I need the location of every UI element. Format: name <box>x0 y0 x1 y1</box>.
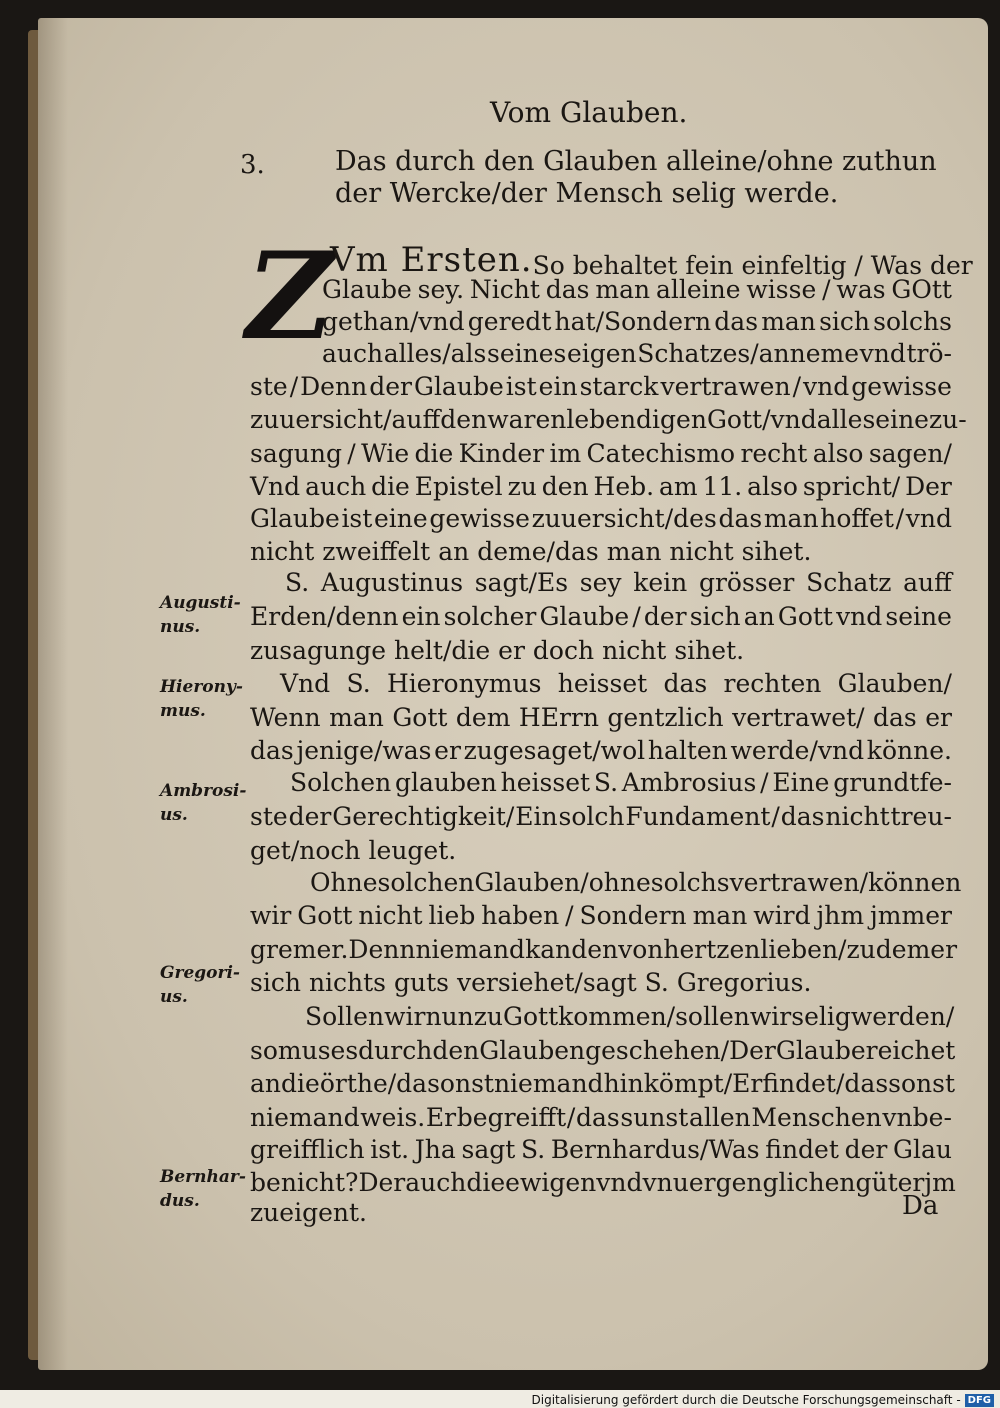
section-heading-line-2: der Wercke/der Mensch selig werde. <box>335 178 839 209</box>
text-line: Glaube ist eine gewisse zuuersicht/des das man hoffet / vnd <box>250 504 952 533</box>
marginal-note-continuation: nus. <box>160 617 201 637</box>
text-line: an die örthe/da sonst niemand hin kömpt/Er findet/ das sonst <box>250 1069 956 1098</box>
text-line: nicht zweiffelt an deme/das man nicht sihet. <box>250 537 812 566</box>
marginal-note: Gregori- <box>160 963 240 983</box>
text-line: auch alles/als seines eigen Schatzes/anneme vnd trö- <box>322 339 952 368</box>
catchword: Da <box>902 1191 939 1221</box>
footer-credit: Digitalisierung gefördert durch die Deutsche Forschungsgemeinschaft - <box>531 1393 961 1407</box>
section-heading-line-1: Das durch den Glauben alleine/ohne zuthun <box>335 146 937 177</box>
text-line: Vnd auch die Epistel zu den Heb. am 11. also spricht/ Der <box>250 472 952 501</box>
marginal-note-continuation: dus. <box>160 1191 200 1211</box>
text-line: Wenn man Gott dem HErrn gentzlich vertrawet/ das er <box>250 703 952 732</box>
text-line: Vnd S. Hieronymus heisset das rechten Glauben/ <box>280 669 952 698</box>
marginal-note: Augusti- <box>160 593 241 613</box>
text-line: sich nichts guts versiehet/sagt S. Gregorius. <box>250 968 812 997</box>
text-line: S. Augustinus sagt/Es sey kein grösser Schatz auff <box>285 568 952 597</box>
text-line: sagung / Wie die Kinder im Catechismo recht also sagen/ <box>250 439 952 468</box>
marginal-note: Ambrosi- <box>160 781 247 801</box>
text-line: gethan/vnd geredt hat/Sondern das man sich solchs <box>322 307 952 336</box>
text-line: Glaube sey. Nicht das man alleine wisse / was GOtt <box>322 275 952 304</box>
text-line: Ohne solchen Glauben / ohne solchs vertrawen/ können <box>310 868 962 897</box>
text-line: Erden/denn ein solcher Glaube / der sich an Gott vnd seine <box>250 602 952 631</box>
text-line: zuuersicht/auff den waren lebendigen Gott / vnd alle seine zu- <box>250 405 967 434</box>
text-line: gremer. Denn niemand kan den von hertzen lieben/ zu dem er <box>250 935 958 964</box>
first-line-rest: So behaltet fein einfeltig / Was der <box>532 251 973 280</box>
text-line: Sollen wir nun zu Gott kommen/ sollen wir selig werden/ <box>305 1002 955 1031</box>
footer <box>532 1393 995 1407</box>
marginal-note: Hierony- <box>160 677 243 697</box>
section-number: 3. <box>240 150 265 180</box>
marginal-note-continuation: us. <box>160 805 188 825</box>
text-line: wir Gott nicht lieb haben / Sondern man wird jhm jmmer <box>250 901 952 930</box>
dfg-logo: DFG <box>965 1394 994 1407</box>
text-line: so mus es durch den Glauben geschehen / Der Glaube reichet <box>250 1036 956 1065</box>
text-line: ste / Denn der Glaube ist ein starck vertrawen / vnd gewisse <box>250 372 952 401</box>
text-line: be nicht? Der auch die ewigen vnd vnuergenglichen güter jm <box>250 1168 956 1197</box>
first-line-opening: Vm Ersten. <box>330 240 533 280</box>
text-line: Solchen glauben heisset S. Ambrosius / Eine grundtfe- <box>290 768 952 797</box>
text-line: niemand weis. Er begreifft / das sunst allen Menschen vnbe- <box>250 1103 952 1132</box>
text-line: das jenige/was er zugesaget/wol halten werde/vnd könne. <box>250 736 952 765</box>
decorated-initial: Z <box>246 226 334 367</box>
text-line: greifflich ist. Jha sagt S. Bernhardus/Was findet der Glau <box>250 1135 952 1164</box>
marginal-note: Bernhar- <box>160 1167 246 1187</box>
marginal-note-continuation: us. <box>160 987 188 1007</box>
text-line: get/noch leuget. <box>250 836 457 865</box>
marginal-note-continuation: mus. <box>160 701 206 721</box>
text-line: ste der Gerechtigkeit/ Ein solch Fundament / das nicht treu- <box>250 802 952 831</box>
text-line: zueigent. <box>250 1198 367 1227</box>
text-line: zusagunge helt/die er doch nicht sihet. <box>250 636 745 665</box>
running-head: Vom Glauben. <box>490 96 688 129</box>
